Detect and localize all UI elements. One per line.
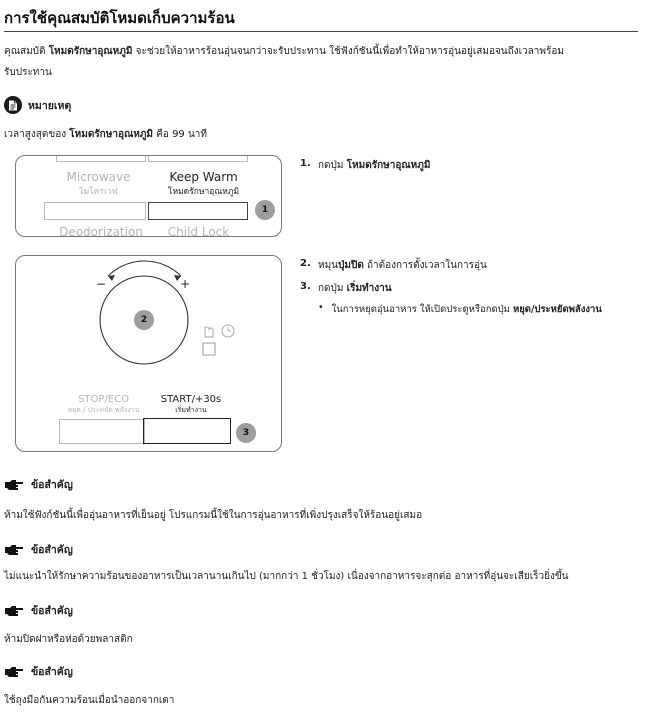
important-heading-2 (4, 541, 73, 558)
intro-line2: รับประทาน (4, 67, 52, 78)
step-1-bold: โหมดรักษาอุณหภูมิ (346, 160, 431, 171)
bullet-prefix: ในการหยุดอุ่นอาหาร ให้เปิดประตูหรือกดปุ่ม (331, 304, 513, 315)
step-3 (300, 281, 392, 296)
step-1-prefix: กดปุ่ม (318, 160, 347, 171)
start-label (141, 394, 241, 416)
dial-arrow-left (108, 275, 115, 281)
note-suffix: คือ 99 นาที (153, 129, 208, 140)
title-divider (4, 31, 638, 32)
step-3-num: 3. (300, 281, 311, 292)
keepwarm-button[interactable] (148, 202, 248, 220)
step-3-prefix: กดปุ่ม (318, 283, 347, 294)
pointing-hand-icon (4, 479, 24, 491)
step-3-bullet (318, 302, 602, 317)
important-heading-1-text: ข้อสำคัญ (31, 479, 73, 491)
note-text (4, 124, 207, 145)
note-mode: โหมดรักษาอุณหภูมิ (69, 129, 154, 140)
step-2 (300, 258, 487, 273)
note-heading (4, 96, 71, 114)
note-icon (4, 96, 22, 114)
important-heading-3 (4, 602, 73, 619)
control-panel-dial (15, 255, 282, 452)
stop-en: STOP/ECO (78, 394, 129, 405)
keepwarm-label (146, 170, 261, 198)
stop-th: หยุด / ประหยัด พลังงาน (67, 406, 140, 414)
important-heading-3-text: ข้อสำคัญ (31, 605, 73, 617)
page-title: การใช้คุณสมบัติโหมดเก็บความร้อน (4, 9, 235, 27)
microwave-label (46, 170, 151, 198)
step-1 (300, 158, 430, 173)
important-text-1: ห้ามใช้ฟังก์ชันนี้เพื่ออุ่นอาหารที่เย็นอยู่ โปรแกรมนี้ใช้ในการอุ่นอาหารที่เพิ่งปรุงเสร็จให้ร้อนอยู่เสมอ (4, 510, 423, 521)
small-square (203, 343, 215, 355)
intro-mode: โหมดรักษาอุณหภูมิ (48, 46, 133, 57)
step-2-bold: ปุ่มปิด (338, 260, 364, 271)
pointing-hand-icon (4, 605, 24, 617)
child-lock-label: Child Lock (167, 225, 230, 237)
important-text-3: ห้ามปิดฝาหรือห่อด้วยพลาสติก (4, 634, 133, 645)
pointing-hand-icon (4, 666, 24, 678)
bullet-mark: • (318, 302, 324, 313)
important-heading-2-text: ข้อสำคัญ (31, 544, 73, 556)
important-text-2: ไม่แนะนำให้รักษาความร้อนของอาหารเป็นเวลานานเกินไป (มากกว่า 1 ชั่วโมง) เนื่องจากอาหารจะสุกต่อ อาหารที่อุ่นจะเสียเร็วยิ่งขึ้น (4, 571, 569, 582)
stop-eco-button[interactable] (59, 419, 145, 444)
keepwarm-th: โหมดรักษาอุณหภูมิ (167, 187, 240, 197)
intro-line1: จะช่วยให้อาหารร้อนอุ่นจนกว่าจะรับประทาน ใช้ฟังก์ชันนี้เพื่อทำให้อาหารอุ่นอยู่เสมอจนถึงเวลาพร้อม (132, 46, 564, 57)
start-en: START/+30s (160, 394, 222, 405)
important-heading-4 (4, 663, 73, 680)
deodorization-label: Deodorization (59, 225, 143, 237)
step-3-bold: เริ่มทำงาน (346, 283, 392, 294)
step-2-num: 2. (300, 258, 311, 269)
top-button-outline (148, 155, 248, 162)
bullet-bold: หยุด/ประหยัดพลังงาน (512, 304, 602, 315)
dial-minus: − (96, 277, 107, 291)
dial-badge: 2 (134, 310, 154, 330)
top-button-outline (56, 155, 146, 162)
keepwarm-en: Keep Warm (169, 170, 238, 184)
important-text-4: ใช้ถุงมือกันความร้อนเมื่อนำออกจากเตา (4, 695, 175, 706)
touch-icons (201, 319, 241, 359)
step-2-suffix: ถ้าต้องการตั้งเวลาในการอุ่น (363, 260, 487, 271)
start-button[interactable] (143, 418, 231, 444)
control-panel-keepwarm (15, 155, 282, 237)
important-heading-1 (4, 476, 73, 493)
note-prefix: เวลาสูงสุดของ (4, 129, 70, 140)
intro-paragraph (4, 41, 640, 83)
note-heading-text: หมายเหตุ (28, 99, 72, 112)
hand-touch-icon (205, 327, 213, 337)
step-1-num: 1. (300, 158, 311, 169)
microwave-button[interactable] (44, 202, 146, 220)
step-2-prefix: หมุน (318, 260, 339, 271)
dial-plus: + (180, 277, 191, 291)
pointing-hand-icon (4, 544, 24, 556)
start-badge: 3 (236, 423, 256, 443)
microwave-th: ไมโครเวฟ (79, 187, 118, 197)
microwave-en: Microwave (66, 170, 131, 184)
stop-label (56, 394, 151, 416)
start-th: เริ่มทำงาน (175, 406, 207, 414)
important-heading-4-text: ข้อสำคัญ (31, 666, 73, 678)
step-badge: 1 (255, 200, 275, 220)
intro-prefix: คุณสมบัติ (4, 46, 49, 57)
dial-arrow-arc (108, 261, 181, 276)
